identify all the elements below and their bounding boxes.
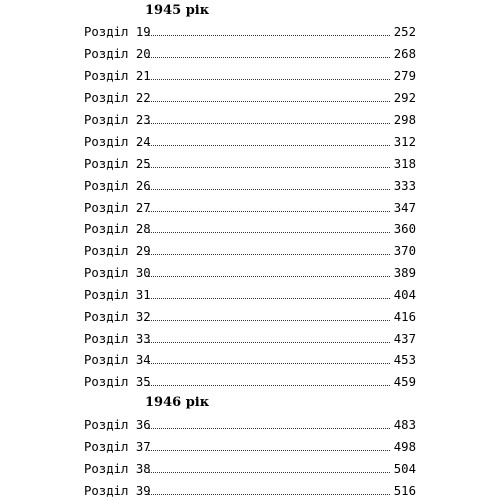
toc-entry-label: Розділ 31 xyxy=(84,288,151,302)
toc-entry-page: 318 xyxy=(393,157,416,171)
dot-leader xyxy=(148,320,390,321)
toc-entry[interactable] xyxy=(84,417,416,433)
toc-entry-page: 312 xyxy=(393,135,416,149)
toc-entry-label: Розділ 20 xyxy=(84,47,151,61)
toc-entry[interactable] xyxy=(84,24,416,40)
toc-entry-label: Розділ 28 xyxy=(84,222,151,236)
dot-leader xyxy=(148,211,390,212)
toc-entry[interactable] xyxy=(84,287,416,303)
toc-entry-label: Розділ 38 xyxy=(84,462,151,476)
toc-entry-page: 404 xyxy=(393,288,416,302)
toc-entry-label: Розділ 30 xyxy=(84,266,151,280)
toc-entry[interactable] xyxy=(84,309,416,325)
dot-leader xyxy=(148,428,390,429)
toc-entry-label: Розділ 21 xyxy=(84,69,151,83)
toc-entry[interactable] xyxy=(84,90,416,106)
toc-entry[interactable] xyxy=(84,68,416,84)
dot-leader xyxy=(148,385,390,386)
dot-leader xyxy=(148,276,390,277)
toc-entry-page: 347 xyxy=(393,201,416,215)
toc-entry[interactable] xyxy=(84,243,416,259)
toc-entry-label: Розділ 32 xyxy=(84,310,151,324)
toc-entry-page: 516 xyxy=(393,484,416,498)
toc-entry[interactable] xyxy=(84,439,416,455)
toc-entry[interactable] xyxy=(84,221,416,237)
toc-entry[interactable] xyxy=(84,331,416,347)
toc-entry-page: 298 xyxy=(393,113,416,127)
dot-leader xyxy=(148,79,390,80)
toc-entry-page: 252 xyxy=(393,25,416,39)
toc-entry-label: Розділ 33 xyxy=(84,332,151,346)
toc-entry-label: Розділ 29 xyxy=(84,244,151,258)
toc-entry-page: 498 xyxy=(393,440,416,454)
toc-entry[interactable] xyxy=(84,483,416,499)
toc-entry-page: 370 xyxy=(393,244,416,258)
toc-entry-label: Розділ 19 xyxy=(84,25,151,39)
toc-entry[interactable] xyxy=(84,112,416,128)
toc-entry-label: Розділ 36 xyxy=(84,418,151,432)
dot-leader xyxy=(148,494,390,495)
toc-entry-page: 504 xyxy=(393,462,416,476)
toc-entry[interactable] xyxy=(84,352,416,368)
toc-entry-label: Розділ 35 xyxy=(84,375,151,389)
toc-entry-label: Розділ 25 xyxy=(84,157,151,171)
dot-leader xyxy=(148,254,390,255)
toc-entry-page: 268 xyxy=(393,47,416,61)
dot-leader xyxy=(148,35,390,36)
toc-entry-label: Розділ 23 xyxy=(84,113,151,127)
toc-entry[interactable] xyxy=(84,374,416,390)
toc-entry-label: Розділ 24 xyxy=(84,135,151,149)
dot-leader xyxy=(148,167,390,168)
dot-leader xyxy=(148,298,390,299)
dot-leader xyxy=(148,472,390,473)
toc-entry-page: 437 xyxy=(393,332,416,346)
toc-entry-label: Розділ 27 xyxy=(84,201,151,215)
toc-entry-page: 279 xyxy=(393,69,416,83)
toc-entry-label: Розділ 22 xyxy=(84,91,151,105)
toc-entry-page: 333 xyxy=(393,179,416,193)
toc-entry-label: Розділ 26 xyxy=(84,179,151,193)
toc-entry[interactable] xyxy=(84,178,416,194)
toc-entry-page: 416 xyxy=(393,310,416,324)
toc-entry-page: 389 xyxy=(393,266,416,280)
section-heading-1945: 1945 рік xyxy=(145,3,210,18)
dot-leader xyxy=(148,57,390,58)
dot-leader xyxy=(148,232,390,233)
section-heading-1946: 1946 рік xyxy=(145,395,210,410)
toc-entry[interactable] xyxy=(84,265,416,281)
toc-entry[interactable] xyxy=(84,461,416,477)
toc-entry-page: 459 xyxy=(393,375,416,389)
toc-entry[interactable] xyxy=(84,46,416,62)
toc-entry[interactable] xyxy=(84,156,416,172)
dot-leader xyxy=(148,363,390,364)
toc-entry-page: 292 xyxy=(393,91,416,105)
toc-entry-page: 453 xyxy=(393,353,416,367)
toc-entry-label: Розділ 39 xyxy=(84,484,151,498)
toc-entry-page: 360 xyxy=(393,222,416,236)
dot-leader xyxy=(148,145,390,146)
dot-leader xyxy=(148,101,390,102)
dot-leader xyxy=(148,450,390,451)
dot-leader xyxy=(148,189,390,190)
toc-entry-page: 483 xyxy=(393,418,416,432)
dot-leader xyxy=(148,123,390,124)
toc-entry-label: Розділ 34 xyxy=(84,353,151,367)
toc-entry[interactable] xyxy=(84,134,416,150)
toc-entry-label: Розділ 37 xyxy=(84,440,151,454)
toc-entry[interactable] xyxy=(84,200,416,216)
dot-leader xyxy=(148,342,390,343)
